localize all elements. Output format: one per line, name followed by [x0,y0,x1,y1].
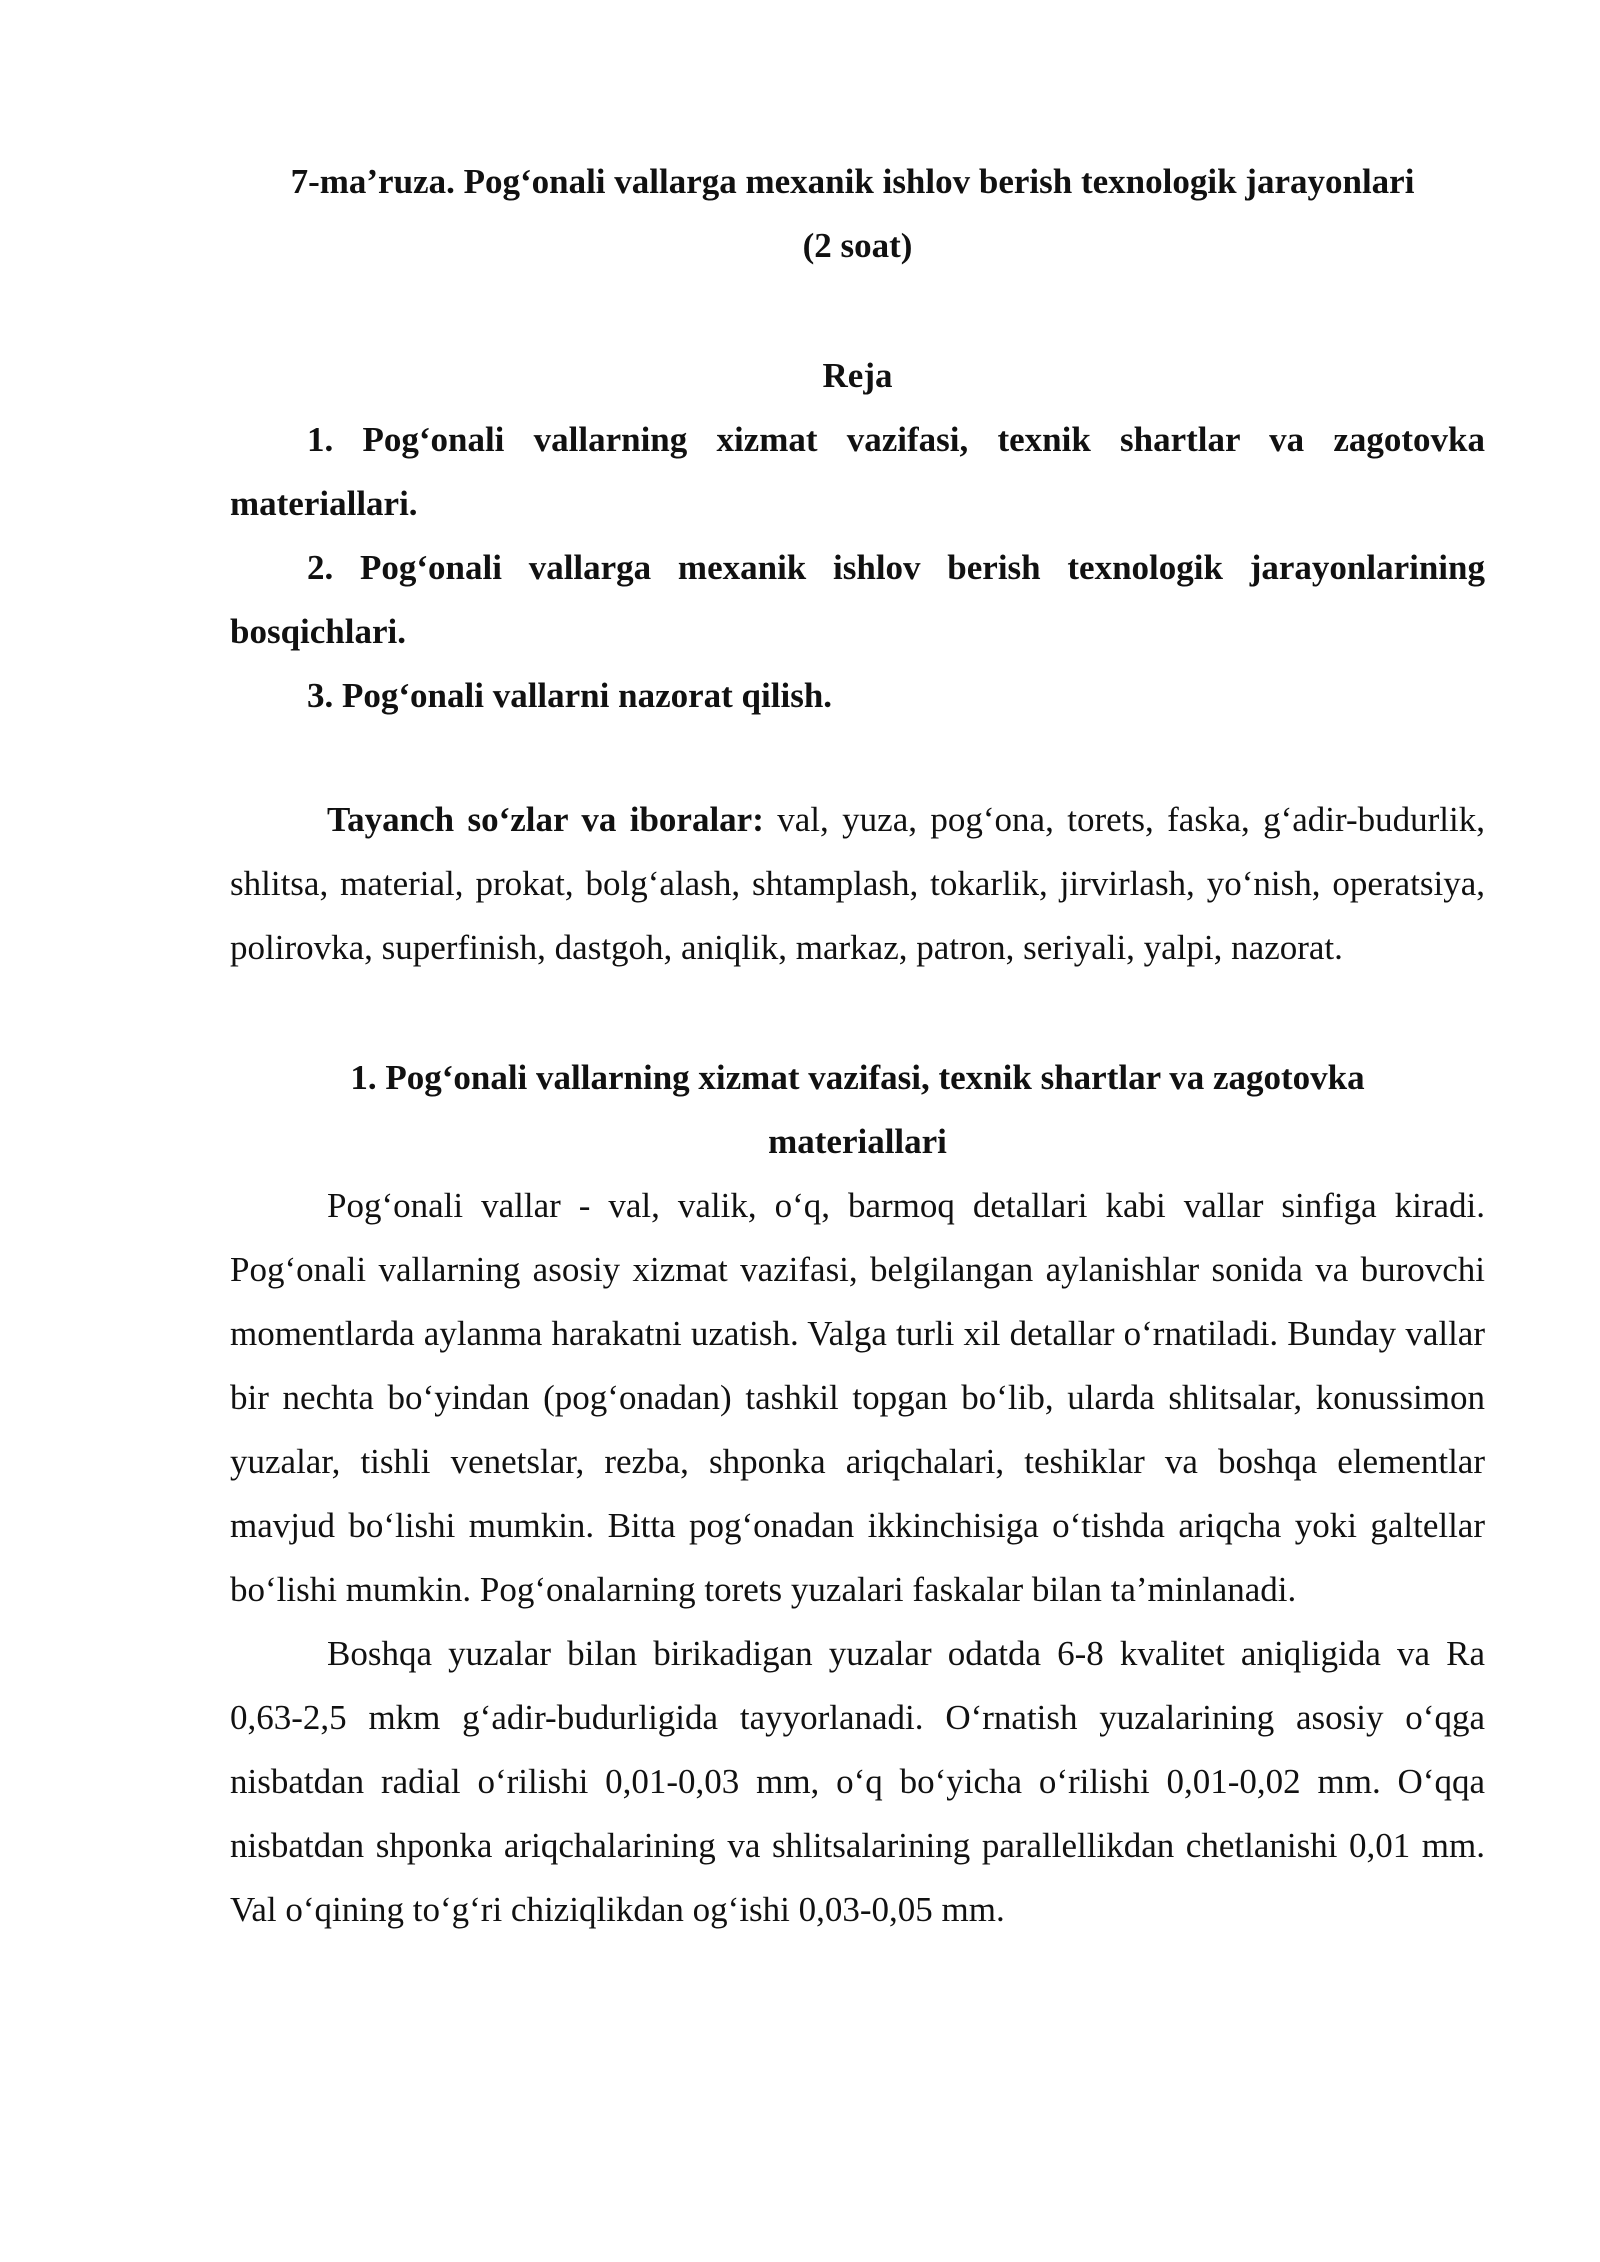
plan-item-2: 2. Pog‘onali vallarga mexanik ishlov berish texnologik jarayonlarining bosqichlari. [230,548,1485,651]
section-1-title-line2: materiallari [768,1122,947,1161]
section-1-paragraph-2: Boshqa yuzalar bilan birikadigan yuzalar odatda 6-8 kvalitet aniqligida va Ra 0,63-2,5 mkm g‘adir-budurligida tayyorlanadi. O‘rnatish yuzalarining asosiy o‘qga nisbatdan radial o‘rilishi 0,01-0,03 mm, o‘q bo‘yicha o‘rilishi 0,01-0,02 mm. O‘qqa nisbatdan shponka ariqchalarining va shlitsalarining parallellikdan chetlanishi 0,01 mm. Val o‘qining to‘g‘ri chiziqlikdan og‘ishi 0,03-0,05 mm. [230,1634,1485,1929]
keywords-paragraph [230,788,1485,980]
document-page [230,150,1485,1942]
keywords-text: val, yuza, pog‘ona, torets, faska, g‘adir-budurlik, shlitsa, material, prokat, bolg‘alash, shtamplash, tokarlik, jirvirlash, yo‘nish, operatsiya, polirovka, superfinish, dastgoh, aniqlik, markaz, patron, seriyali, yalpi, nazorat. [230,800,1485,967]
section-1-title [230,1046,1485,1174]
lecture-title-line1: 7-ma’ruza. Pog‘onali vallarga mexanik ishlov berish texnologik jarayonlari [290,162,1415,201]
section-1-title-line1: 1. Pog‘onali vallarning xizmat vazifasi, texnik shartlar va zagotovka [350,1058,1365,1097]
plan-item-1: 1. Pog‘onali vallarning xizmat vazifasi, texnik shartlar va zagotovka materiallari. [230,420,1485,523]
plan-item-3: 3. Pog‘onali vallarni nazorat qilish. [307,676,833,715]
keywords-label: Tayanch so‘zlar va iboralar: [327,800,764,839]
section-1-paragraph-1: Pog‘onali vallar - val, valik, o‘q, barmoq detallari kabi vallar sinfiga kiradi. Pog‘onali vallarning asosiy xizmat vazifasi, belgilangan aylanishlar sonida va burovchi momentlarda aylanma harakatni uzatish. Valga turli xil detallar o‘rnatiladi. Bunday vallar bir nechta bo‘yindan (pog‘onadan) tashkil topgan bo‘lib, ularda shlitsalar, konussimon yuzalar, tishli venetslar, rezba, shponka ariqchalari, teshiklar va boshqa elementlar mavjud bo‘lishi mumkin. Bitta pog‘onadan ikkinchisiga o‘tishda ariqcha yoki galtellar bo‘lishi mumkin. Pog‘onalarning torets yuzalari faskalar bilan ta’minlanadi. [230,1186,1485,1609]
lecture-title [230,150,1485,278]
plan-heading: Reja [822,356,893,395]
lecture-title-hours: (2 soat) [802,226,913,265]
plan-list [230,408,1485,728]
